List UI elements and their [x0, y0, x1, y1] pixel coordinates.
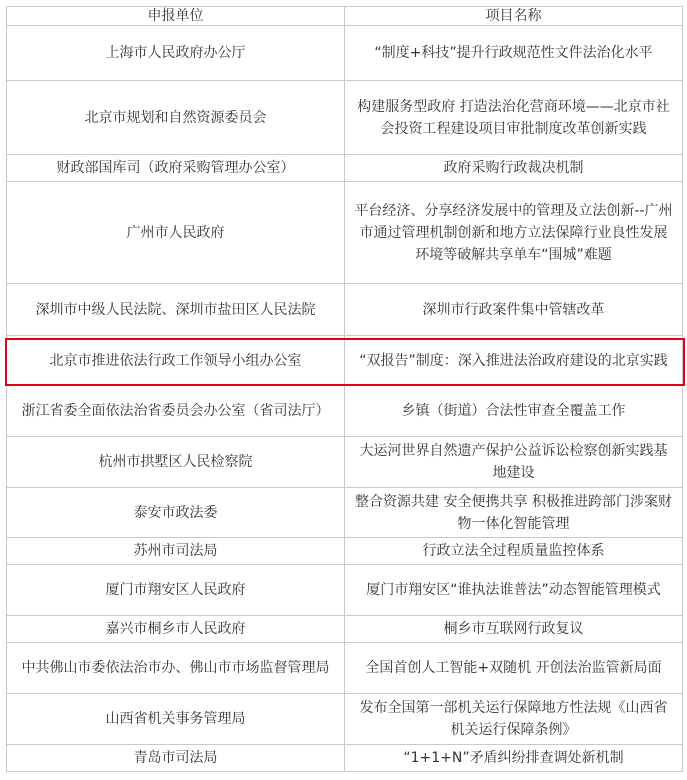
cell-unit: 苏州市司法局: [7, 538, 345, 565]
cell-unit: 青岛市司法局: [7, 745, 345, 772]
cell-project: 整合资源共建 安全便携共享 积极推进跨部门涉案财物一体化智能管理: [345, 488, 683, 538]
cell-unit: 中共佛山市委依法治市办、佛山市市场监督管理局: [7, 643, 345, 694]
cell-project: 发布全国第一部机关运行保障地方性法规《山西省机关运行保障条例》: [345, 694, 683, 745]
table-row: [7, 694, 683, 745]
cell-unit: 上海市人民政府办公厅: [7, 26, 345, 81]
header-unit: 申报单位: [7, 7, 345, 26]
project-table: [6, 6, 683, 772]
table-row: [7, 565, 683, 616]
table-row: [7, 386, 683, 437]
cell-project: 深圳市行政案件集中管辖改革: [345, 284, 683, 336]
cell-project: 全国首创人工智能+双随机 开创法治监管新局面: [345, 643, 683, 694]
cell-project: 行政立法全过程质量监控体系: [345, 538, 683, 565]
cell-unit: 杭州市拱墅区人民检察院: [7, 437, 345, 488]
cell-unit: 浙江省委全面依法治省委员会办公室（省司法厅）: [7, 386, 345, 437]
cell-unit: 财政部国库司（政府采购管理办公室）: [7, 155, 345, 182]
table-row: [7, 488, 683, 538]
cell-project: 平台经济、分享经济发展中的管理及立法创新--广州市通过管理机制创新和地方立法保障行业良性发展环境等破解共享单车“围城”难题: [345, 182, 683, 284]
header-project: 项目名称: [345, 7, 683, 26]
table-row: [7, 437, 683, 488]
cell-unit: 嘉兴市桐乡市人民政府: [7, 616, 345, 643]
cell-unit: 山西省机关事务管理局: [7, 694, 345, 745]
cell-project: “制度+科技”提升行政规范性文件法治化水平: [345, 26, 683, 81]
cell-project: 桐乡市互联网行政复议: [345, 616, 683, 643]
cell-unit: 广州市人民政府: [7, 182, 345, 284]
cell-unit: 北京市规划和自然资源委员会: [7, 81, 345, 155]
cell-project: 大运河世界自然遗产保护公益诉讼检察创新实践基地建设: [345, 437, 683, 488]
cell-unit: 泰安市政法委: [7, 488, 345, 538]
cell-project: “双报告”制度：深入推进法治政府建设的北京实践: [345, 336, 683, 386]
table-row: [7, 182, 683, 284]
table-header-row: [7, 7, 683, 26]
table-row: [7, 284, 683, 336]
table-row: [7, 155, 683, 182]
table-row: [7, 81, 683, 155]
project-table-container: [6, 6, 682, 772]
cell-project: 乡镇（街道）合法性审查全覆盖工作: [345, 386, 683, 437]
cell-project: “1+1+N”矛盾纠纷排查调处新机制: [345, 745, 683, 772]
table-row: [7, 26, 683, 81]
table-row: [7, 745, 683, 772]
cell-project: 政府采购行政裁决机制: [345, 155, 683, 182]
table-row-highlighted: [7, 336, 683, 386]
cell-unit: 北京市推进依法行政工作领导小组办公室: [7, 336, 345, 386]
cell-project: 构建服务型政府 打造法治化营商环境——北京市社会投资工程建设项目审批制度改革创新实践: [345, 81, 683, 155]
table-row: [7, 643, 683, 694]
cell-unit: 厦门市翔安区人民政府: [7, 565, 345, 616]
table-row: [7, 616, 683, 643]
table-row: [7, 538, 683, 565]
cell-unit: 深圳市中级人民法院、深圳市盐田区人民法院: [7, 284, 345, 336]
cell-project: 厦门市翔安区“谁执法谁普法”动态智能管理模式: [345, 565, 683, 616]
